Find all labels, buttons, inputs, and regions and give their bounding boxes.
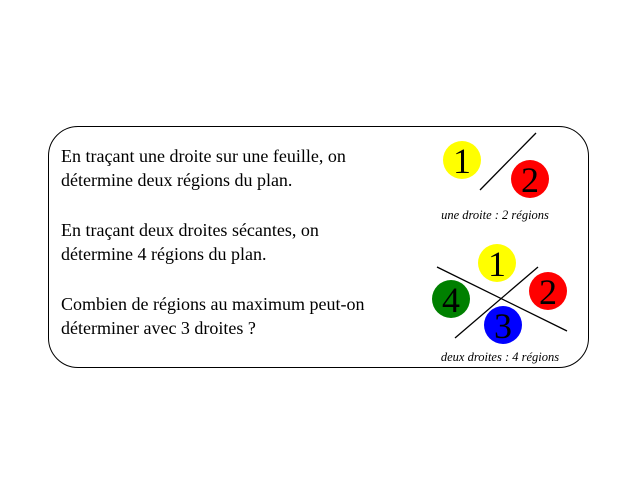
region-1-label: 1 bbox=[488, 244, 506, 284]
paragraph-question-line1: Combien de régions au maximum peut-on bbox=[61, 294, 365, 314]
region-3-label: 3 bbox=[494, 306, 512, 346]
figure-two-caption: deux droites : 4 régions bbox=[440, 350, 560, 364]
region-1-label: 1 bbox=[453, 141, 471, 181]
region-2-label: 2 bbox=[539, 272, 557, 312]
figure-one-caption: une droite : 2 régions bbox=[441, 208, 549, 222]
paragraph-question-line2: déterminer avec 3 droites ? bbox=[61, 318, 256, 338]
region-4-label: 4 bbox=[442, 280, 460, 320]
figure-one-line bbox=[441, 133, 549, 222]
paragraph-one-line2: détermine deux régions du plan. bbox=[61, 170, 293, 190]
paragraph-two-line1: En traçant deux droites sécantes, on bbox=[61, 220, 319, 240]
paragraph-two-line2: détermine 4 régions du plan. bbox=[61, 244, 267, 264]
figure-two-lines bbox=[432, 244, 567, 364]
paragraph-one-line1: En traçant une droite sur une feuille, on bbox=[61, 146, 346, 166]
region-2-label: 2 bbox=[521, 160, 539, 200]
